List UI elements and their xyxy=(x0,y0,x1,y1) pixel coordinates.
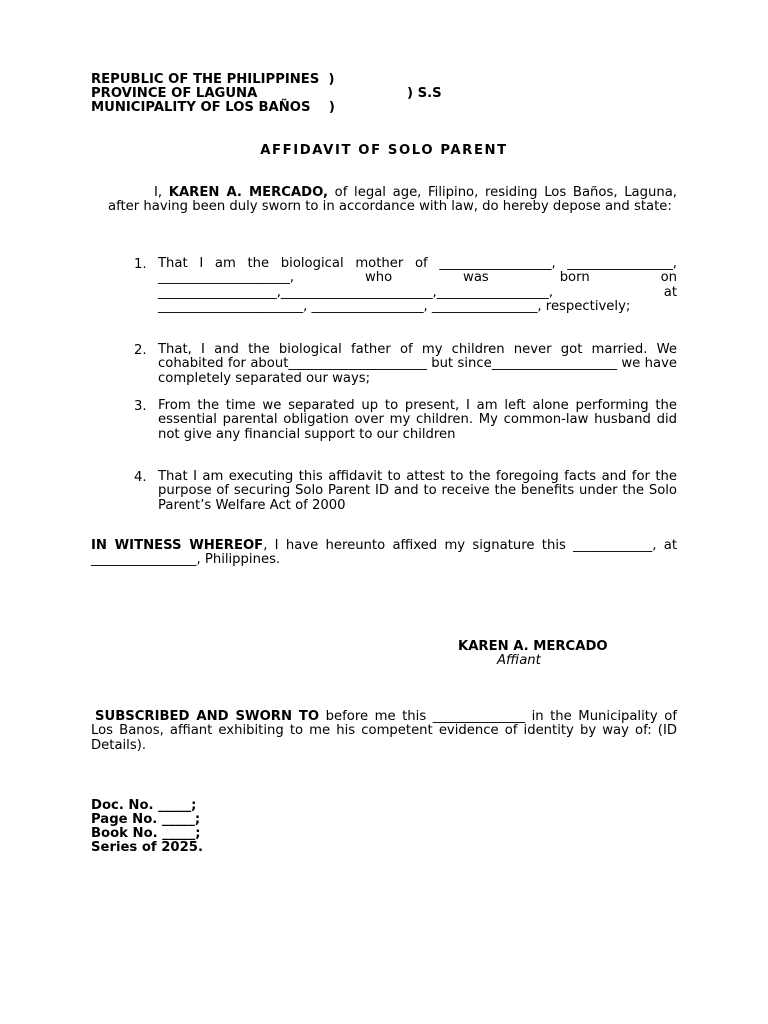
jurat-heading: SUBSCRIBED AND SWORN TO xyxy=(95,709,320,724)
witness-heading: IN WITNESS WHEREOF xyxy=(91,538,264,553)
item-4-text: That I am executing this affidavit to attest to the foregoing facts and for the purpose of securing Solo Parent ID and to receive the benefits under the Solo Parent’s Welfare Act of 2000 xyxy=(158,469,677,513)
item-3-number: 3. xyxy=(134,399,147,414)
affiant-label: Affiant xyxy=(497,653,541,668)
intro-prefix: I, xyxy=(154,185,169,200)
item-2-number: 2. xyxy=(134,343,147,358)
item-1-number: 1. xyxy=(134,257,147,272)
witness-paragraph xyxy=(91,539,677,568)
item-4-number: 4. xyxy=(134,470,147,485)
item-2-text: That, I and the biological father of my children never got married. We cohabited for about_____________________ but since___________________ we have completely separated our ways; xyxy=(158,342,677,386)
header-republic: REPUBLIC OF THE PHILIPPINES ) xyxy=(91,72,335,87)
intro-paragraph xyxy=(108,186,677,215)
affiant-signature-name: KAREN A. MERCADO xyxy=(458,639,608,654)
series-year: Series of 2025. xyxy=(91,840,203,855)
header-ss: ) S.S xyxy=(407,86,442,101)
book-number: Book No. _____; xyxy=(91,826,201,841)
header-municipality: MUNICIPALITY OF LOS BAÑOS ) xyxy=(91,100,335,115)
jurat-paragraph xyxy=(91,710,677,753)
document-title: AFFIDAVIT OF SOLO PARENT xyxy=(260,143,508,158)
page-number: Page No. _____; xyxy=(91,812,201,827)
witness-text: , I have hereunto affixed my signature this ____________, at ________________, Philippines. xyxy=(91,538,677,568)
jurat-text: before me this ______________ in the Municipality of Los Banos, affiant exhibiting to me his competent evidence of identity by way of: (ID Details). xyxy=(91,709,677,753)
item-3-text: From the time we separated up to present, I am left alone performing the essential parental obligation over my children. My common-law husband did not give any financial support to our children xyxy=(158,398,677,442)
doc-number: Doc. No. _____; xyxy=(91,798,197,813)
header-province: PROVINCE OF LAGUNA xyxy=(91,86,258,101)
intro-text: of legal age, Filipino, residing Los Baños, Laguna, after having been duly sworn to in accordance with law, do hereby depose and state: xyxy=(108,185,677,215)
item-1-text: That I am the biological mother of _________________, ________________, ____________________, who was born on __________________,_______________________,_________________, at ______________________, _________________, ________________, respectively; xyxy=(158,256,677,314)
affiant-name-intro: KAREN A. MERCADO, xyxy=(168,185,329,200)
